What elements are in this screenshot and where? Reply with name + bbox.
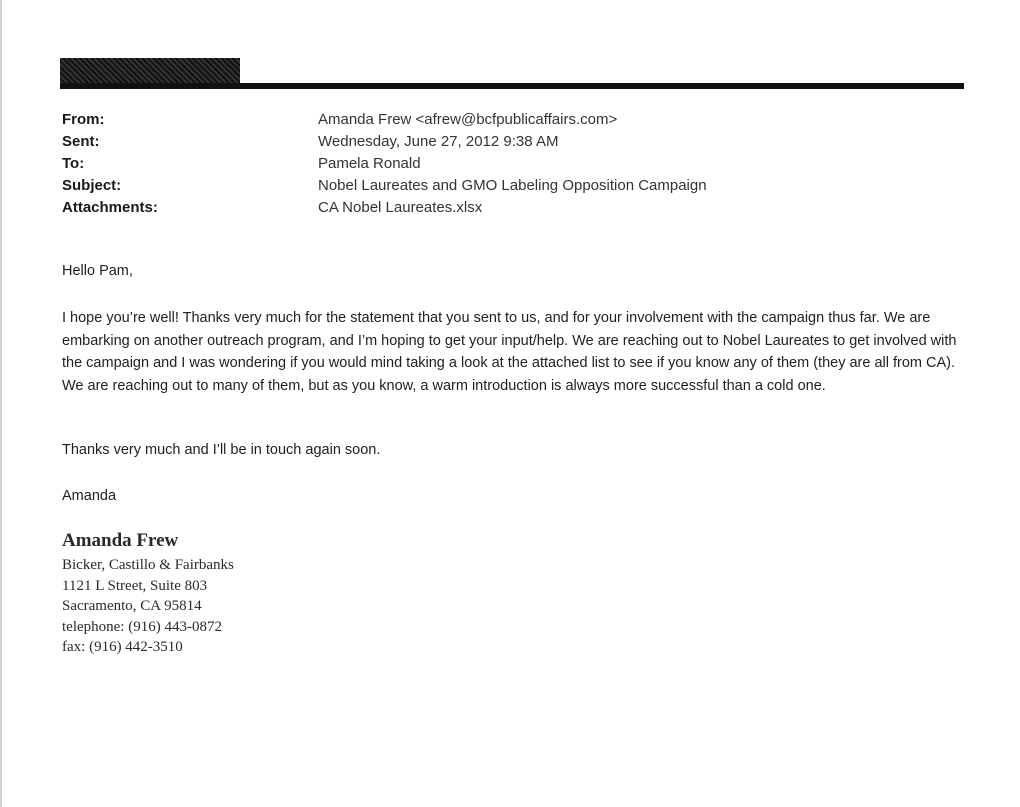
signature-telephone: telephone: (916) 443-0872 [62, 618, 222, 635]
subject-label: Subject: [62, 176, 122, 194]
signature-name: Amanda Frew [62, 530, 179, 551]
sent-row [62, 130, 707, 152]
signature-street: 1121 L Street, Suite 803 [62, 577, 208, 594]
attachments-label: Attachments: [62, 198, 158, 216]
greeting: Hello Pam, [62, 263, 133, 279]
signature-company: Bicker, Castillo & Fairbanks [62, 557, 234, 573]
thanks-line: Thanks very much and I’ll be in touch again soon. [62, 442, 381, 458]
signoff: Amanda [62, 488, 117, 504]
to-label: To: [62, 154, 85, 172]
from-row [62, 108, 707, 130]
signature-city: Sacramento, CA 95814 [62, 598, 202, 614]
sent-label: Sent: [62, 132, 100, 150]
subject-value: Nobel Laureates and GMO Labeling Opposition Campaign [318, 176, 707, 194]
attachments-row [62, 196, 707, 218]
redaction-block [60, 58, 240, 85]
email-header [62, 108, 707, 218]
to-row [62, 152, 707, 174]
signature-block [62, 529, 234, 658]
from-label: From: [62, 110, 105, 128]
to-value: Pamela Ronald [318, 154, 421, 172]
header-rule [60, 83, 964, 89]
page-edge [0, 0, 2, 807]
subject-row [62, 174, 707, 196]
from-value: Amanda Frew <afrew@bcfpublicaffairs.com> [318, 110, 618, 128]
signature-fax: fax: (916) 442-3510 [62, 639, 183, 655]
attachment-link[interactable]: CA Nobel Laureates.xlsx [318, 198, 483, 216]
body-paragraph: I hope you’re well! Thanks very much for the statement that you sent to us, and for your involvement with the campaign thus far. We are embarking on another outreach program, and I’m hoping to get your input/help. We are reaching out to Nobel Laureates to get involved with the campaign and I was wondering if you would mind taking a look at the attached list to see if you know any of them (they are all from CA). We are reaching out to many of them, but as you know, a warm introduction is always more successful than a cold one. [62, 310, 957, 394]
sent-value: Wednesday, June 27, 2012 9:38 AM [318, 132, 559, 150]
